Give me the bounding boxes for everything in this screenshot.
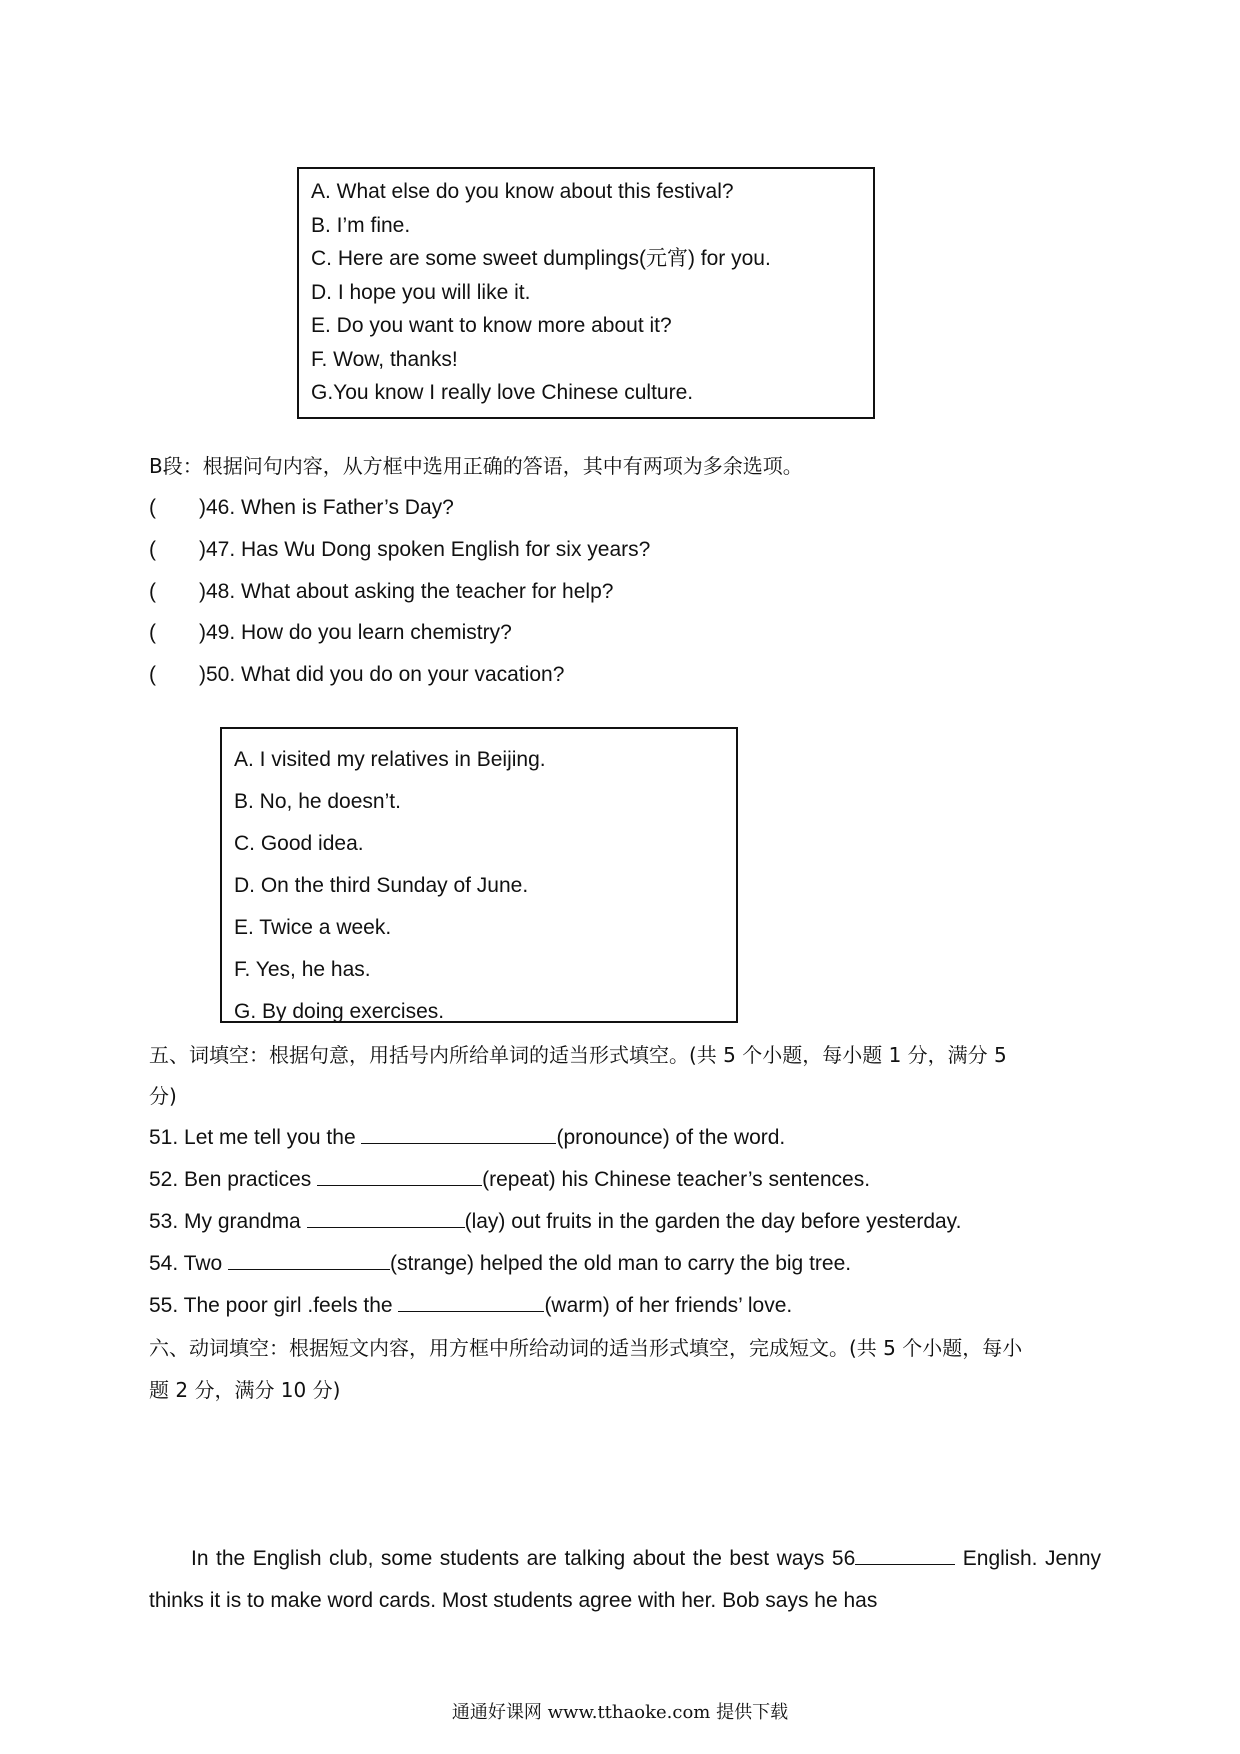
answer-blank[interactable] [307, 1209, 465, 1228]
answer-blank[interactable] [398, 1293, 544, 1312]
question-47 [149, 535, 650, 565]
answer-blank[interactable] [361, 1125, 556, 1144]
question-49 [149, 618, 512, 648]
option-line: B. No, he doesn’t. [234, 790, 401, 813]
option-line: F. Wow, thanks! [311, 347, 458, 371]
option-line: E. Do you want to know more about it? [311, 314, 672, 337]
page-footer: 通通好课网 www.tthaoke.com 提供下载 [451, 1702, 789, 1723]
question-text: )46. When is Father’s Day? [199, 496, 454, 519]
section-6-instruction-cont: 题 2 分，满分 10 分) [149, 1378, 341, 1402]
question-text: )50. What did you do on your vacation? [199, 663, 565, 686]
option-line: G.You know I really love Chinese culture. [311, 381, 694, 404]
option-line: G. By doing exercises. [234, 1000, 445, 1023]
fill-item-55 [149, 1291, 792, 1321]
section-6-instruction: 六、动词填空：根据短文内容，用方框中所给动词的适当形式填空，完成短文。(共 5 个小题，每小 [149, 1336, 1023, 1360]
option-line: B. I’m fine. [311, 213, 411, 237]
answer-blank[interactable] [317, 1167, 482, 1186]
options-box-b [220, 727, 738, 1023]
question-46 [149, 493, 454, 523]
option-line: F. Yes, he has. [234, 958, 371, 981]
option-line: C. Good idea. [234, 832, 364, 855]
fill-item-54 [149, 1249, 851, 1279]
item-text: (lay) out fruits in the garden the day before yesterday. [464, 1210, 962, 1233]
question-50 [149, 660, 564, 690]
answer-paren: ( [149, 538, 156, 561]
fill-item-51 [149, 1123, 785, 1153]
item-text: (warm) of her friends’ love. [544, 1294, 793, 1317]
answer-blank[interactable] [228, 1251, 390, 1270]
options-box-a [297, 167, 875, 419]
item-text: (repeat) his Chinese teacher’s sentences. [482, 1168, 871, 1191]
item-text: 52. Ben practices [149, 1168, 318, 1191]
section-5-instruction: 五、词填空：根据句意，用括号内所给单词的适当形式填空。(共 5 个小题，每小题 1 分，满分 5 [149, 1043, 1007, 1067]
item-text: 51. Let me tell you the [149, 1126, 362, 1149]
item-text: 53. My grandma [149, 1210, 307, 1233]
item-text: (pronounce) of the word. [556, 1126, 786, 1149]
item-text: 55. The poor girl .feels the [149, 1294, 399, 1317]
answer-paren: ( [149, 496, 156, 519]
passage-paragraph [149, 1538, 1101, 1622]
passage-text: In the English club, some students are talking about the best ways 56 [191, 1547, 856, 1570]
passage-text: English. Jenny thinks it is to make word cards. Most students agree with her. Bob says he has [149, 1547, 1101, 1612]
option-line: D. On the third Sunday of June. [234, 874, 529, 897]
question-text: )49. How do you learn chemistry? [199, 621, 512, 644]
answer-blank-56[interactable] [855, 1546, 955, 1565]
item-text: (strange) helped the old man to carry the big tree. [390, 1252, 852, 1275]
question-48 [149, 577, 613, 607]
item-text: 54. Two [149, 1252, 228, 1275]
option-line: A. I visited my relatives in Beijing. [234, 748, 546, 771]
section-5-instruction-cont: 分) [149, 1084, 177, 1108]
option-line: E. Twice a week. [234, 916, 392, 939]
option-line: C. Here are some sweet dumplings(元宵) for you. [311, 247, 771, 270]
answer-paren: ( [149, 580, 156, 603]
fill-item-53 [149, 1207, 961, 1237]
section-b-instruction: B段：根据问句内容，从方框中选用正确的答语，其中有两项为多余选项。 [149, 454, 803, 478]
option-line: D. I hope you will like it. [311, 280, 531, 304]
option-line: A. What else do you know about this festival? [311, 180, 734, 203]
question-text: )48. What about asking the teacher for help? [199, 580, 614, 603]
answer-paren: ( [149, 621, 156, 644]
answer-paren: ( [149, 663, 156, 686]
fill-item-52 [149, 1165, 870, 1195]
question-text: )47. Has Wu Dong spoken English for six years? [199, 538, 651, 561]
